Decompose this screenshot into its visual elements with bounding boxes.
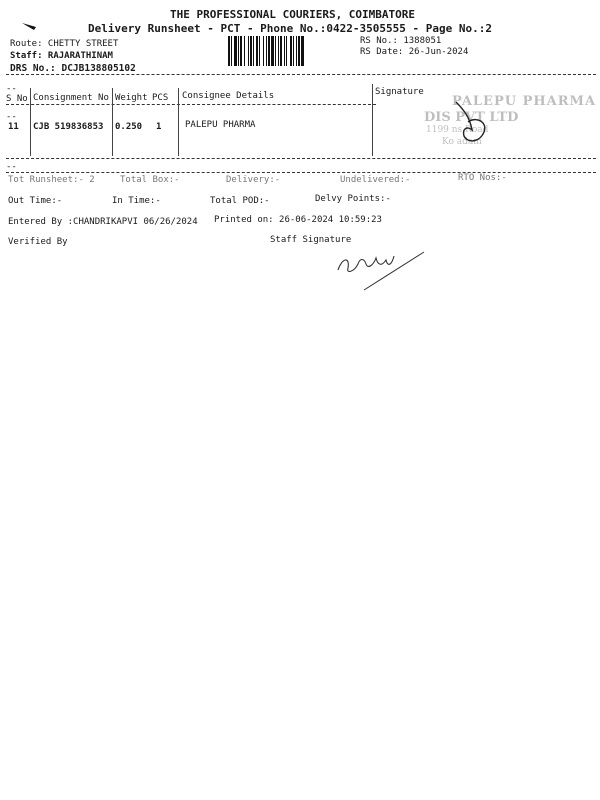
total-pod: Total POD:- — [210, 196, 270, 206]
col-header-sno: -- — [6, 84, 17, 94]
col-header-weight: Weight — [115, 93, 148, 103]
staff-label: Staff: RAJARATHINAM — [10, 51, 113, 61]
verified-by: Verified By — [8, 237, 68, 247]
delivery-count: Delivery:- — [226, 175, 281, 185]
entered-by: Entered By :CHANDRIKAPVI 06/26/2024 — [8, 217, 198, 227]
column-line — [112, 88, 113, 156]
company-stamp: PALEPU PHARMA DIS PVT LTD 1199 ns Road Ko adam — [424, 94, 597, 147]
total-box: Total Box:- — [120, 175, 180, 185]
col-header-signature: Signature — [375, 87, 424, 97]
divider — [6, 104, 376, 105]
delvy-points: Delvy Points:- — [315, 194, 391, 204]
col-header-pcs: PCS — [152, 93, 169, 103]
row-marker: -- — [6, 112, 17, 122]
tot-runsheet: Tot Runsheet:- 2 — [8, 175, 95, 185]
in-time: In Time:- — [112, 196, 161, 206]
out-time: Out Time:- — [8, 196, 63, 206]
rs-date: RS Date: 26-Jun-2024 — [360, 47, 469, 57]
row-consignee: PALEPU PHARMA — [185, 120, 256, 130]
rto-count: RTO Nos:- — [458, 173, 507, 183]
divider — [6, 158, 596, 159]
col-header-sno: S No — [6, 94, 28, 104]
row-marker: -- — [6, 162, 17, 172]
staff-signature — [332, 244, 428, 297]
row-sno: 11 — [8, 122, 19, 132]
arrow-mark-icon — [20, 20, 44, 37]
printed-on: Printed on: 26-06-2024 10:59:23 — [214, 215, 382, 225]
col-header-consignee: Consignee Details — [182, 91, 275, 101]
receiver-signature — [446, 96, 494, 157]
column-line — [372, 84, 373, 156]
divider — [6, 74, 596, 75]
undelivered-count: Undelivered:- — [340, 175, 411, 185]
divider — [6, 172, 596, 173]
row-pcs: 1 — [156, 122, 162, 132]
company-title: THE PROFESSIONAL COURIERS, COIMBATORE — [170, 8, 416, 21]
route-label: Route: CHETTY STREET — [10, 39, 119, 49]
barcode — [228, 36, 352, 69]
drs-number: DRS No.: DCJB138805102 — [10, 63, 136, 74]
column-line — [178, 88, 179, 156]
row-consignment: CJB 519836853 — [33, 122, 104, 132]
column-line — [30, 88, 31, 156]
staff-signature-label: Staff Signature — [270, 235, 352, 245]
row-weight: 0.250 — [115, 122, 143, 132]
runsheet-title: Delivery Runsheet - PCT - Phone No.:0422-3505555 - Page No.:2 — [88, 22, 492, 35]
col-header-consignment: Consignment No — [33, 93, 109, 103]
rs-number: RS No.: 1388051 — [360, 36, 442, 46]
